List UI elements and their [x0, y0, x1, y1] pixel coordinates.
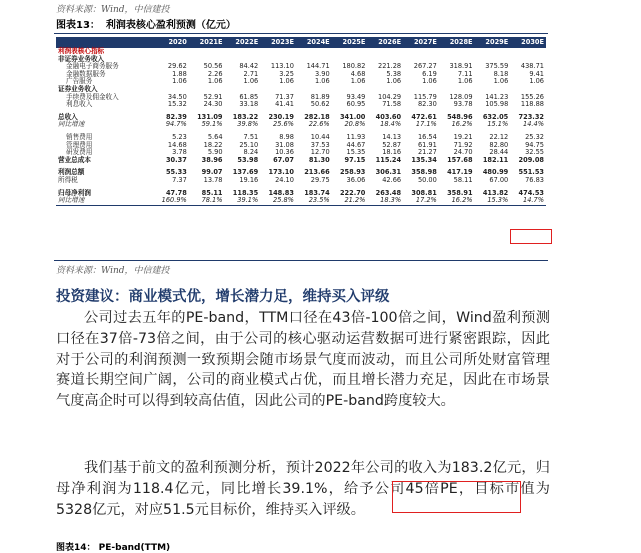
value-cell: 18.22	[203, 140, 223, 149]
header-year-cell: 2024E	[296, 37, 332, 48]
value-cell	[260, 48, 296, 56]
value-cell: 24.70	[453, 148, 473, 157]
value-cell: 267.27	[413, 62, 437, 71]
value-cell: 318.91	[449, 62, 473, 71]
value-cell: 2.26	[207, 69, 223, 78]
value-cell: 71.58	[382, 100, 402, 109]
value-cell: 52.91	[203, 92, 223, 101]
value-cell: 2.71	[243, 69, 259, 78]
row-label: 管理费用	[66, 140, 93, 149]
value-cell: 7.11	[457, 69, 473, 78]
value-cell: 20.8%	[344, 120, 366, 129]
section-heading: 投资建议：商业模式优，增长潜力足，维持买入评级	[56, 289, 390, 305]
value-cell: 19.21	[453, 132, 473, 141]
value-cell: 341.00	[339, 112, 366, 121]
value-cell: 94.7%	[165, 120, 187, 129]
value-cell: 375.59	[485, 62, 509, 71]
value-cell: 25.6%	[273, 120, 294, 129]
value-cell: 104.29	[378, 92, 402, 101]
value-cell: 17.2%	[403, 197, 439, 205]
table-bottom-rule	[54, 260, 548, 261]
row-label: 利润表核心指标	[58, 47, 105, 55]
value-cell: 9.41	[529, 69, 544, 78]
value-cell: 1.06	[422, 77, 437, 86]
value-cell: 47.78	[165, 188, 187, 197]
row-label: 营业总成本	[58, 155, 91, 164]
value-cell: 84.42	[239, 62, 259, 71]
value-cell	[367, 48, 403, 56]
header-year-cell: 2026E	[367, 37, 403, 48]
value-cell: 221.28	[378, 62, 402, 71]
value-cell: 30.37	[165, 155, 187, 164]
row-label: 利润总额	[58, 168, 85, 177]
value-cell: 61.85	[239, 92, 259, 101]
value-cell: 113.10	[270, 62, 294, 71]
value-cell: 28.44	[489, 148, 509, 157]
value-cell: 44.67	[346, 140, 366, 149]
table-body	[56, 48, 546, 205]
value-cell: 438.71	[520, 62, 544, 71]
source-note-top: 资料来源：Wind，中信建投	[56, 5, 170, 15]
value-cell: 33.18	[239, 100, 259, 109]
value-cell: 213.66	[304, 168, 330, 177]
value-cell: 1.06	[243, 77, 259, 86]
table-row	[56, 121, 546, 129]
value-cell: 417.19	[447, 168, 473, 177]
value-cell: 16.2%	[451, 120, 473, 129]
value-cell: 632.05	[482, 112, 509, 121]
value-cell: 14.4%	[523, 120, 544, 129]
value-cell: 14.13	[382, 132, 402, 141]
value-cell	[403, 48, 439, 56]
value-cell: 78.1%	[189, 197, 225, 205]
header-year-cell: 2021E	[189, 37, 225, 48]
value-cell: 22.12	[489, 132, 509, 141]
value-cell: 3.25	[279, 69, 294, 78]
value-cell: 76.83	[525, 175, 544, 184]
value-cell: 13.78	[203, 175, 223, 184]
value-cell: 10.44	[310, 132, 330, 141]
value-cell: 42.66	[382, 175, 402, 184]
income-forecast-table-container	[56, 37, 546, 206]
value-cell: 474.53	[518, 188, 544, 197]
value-cell: 5.38	[386, 69, 402, 78]
value-cell: 81.30	[308, 155, 330, 164]
value-cell: 7.51	[243, 132, 259, 141]
value-cell: 3.90	[314, 69, 330, 78]
value-cell: 551.53	[518, 168, 544, 177]
value-cell: 1.06	[172, 77, 187, 86]
value-cell: 1.06	[386, 77, 402, 86]
value-cell: 25.8%	[260, 197, 296, 205]
value-cell: 82.39	[165, 112, 187, 121]
value-cell: 10.36	[275, 148, 294, 157]
value-cell: 6.19	[422, 69, 437, 78]
value-cell: 137.69	[232, 168, 259, 177]
value-cell: 4.68	[350, 69, 366, 78]
value-cell: 209.08	[518, 155, 544, 164]
value-cell: 7.37	[172, 175, 187, 184]
value-cell: 1.06	[350, 77, 366, 86]
value-cell: 1.88	[172, 69, 187, 78]
value-cell: 18.16	[382, 148, 402, 157]
value-cell: 97.15	[344, 155, 366, 164]
value-cell: 82.30	[417, 100, 437, 109]
value-cell: 67.07	[273, 155, 294, 164]
row-label: 手续费及佣金收入	[66, 92, 119, 101]
value-cell: 222.70	[339, 188, 366, 197]
value-cell: 36.06	[346, 175, 366, 184]
value-cell: 24.10	[275, 175, 294, 184]
header-year-cell: 2022E	[225, 37, 261, 48]
paragraph-valuation: 我们基于前文的盈利预测分析，预计2022年公司的收入为183.2亿元，归母净利润为118.4亿元，同比增长39.1%，给予公司45倍PE，目标市值为5328亿元，对应51.5元目标价，维持买入评级。	[56, 460, 550, 518]
value-cell: 59.1%	[201, 120, 223, 129]
value-cell	[189, 48, 225, 56]
value-cell: 5.23	[172, 132, 187, 141]
value-cell: 358.91	[447, 188, 473, 197]
row-label: 广告服务	[66, 77, 93, 86]
header-year-cell: 2023E	[260, 37, 296, 48]
table-row	[56, 197, 546, 205]
value-cell	[475, 48, 511, 56]
value-cell: 23.5%	[296, 197, 332, 205]
value-cell	[332, 48, 368, 56]
value-cell	[510, 48, 546, 56]
value-cell	[153, 48, 189, 56]
value-cell: 8.18	[493, 69, 509, 78]
value-cell: 29.62	[167, 62, 187, 71]
value-cell: 16.2%	[439, 197, 475, 205]
value-cell: 263.48	[375, 188, 402, 197]
highlight-box-45x-pe	[392, 481, 521, 513]
value-cell: 8.98	[279, 132, 294, 141]
value-cell: 19.16	[239, 175, 259, 184]
value-cell: 11.93	[346, 132, 366, 141]
value-cell: 99.07	[201, 168, 223, 177]
row-label: 金融电子商务服务	[66, 62, 119, 71]
row-label: 证券业务收入	[58, 84, 98, 93]
value-cell: 1.06	[314, 77, 330, 86]
value-cell: 15.1%	[487, 120, 509, 129]
row-label: 所得税	[58, 175, 78, 184]
value-cell: 548.96	[447, 112, 473, 121]
value-cell: 308.81	[411, 188, 437, 197]
value-cell: 34.50	[167, 92, 187, 101]
value-cell: 723.32	[518, 112, 544, 121]
table-row	[56, 78, 546, 86]
value-cell: 118.88	[520, 100, 544, 109]
value-cell: 50.56	[203, 62, 223, 71]
value-cell: 58.11	[453, 175, 473, 184]
value-cell: 306.31	[375, 168, 402, 177]
figure-13-title	[56, 16, 242, 31]
value-cell: 39.1%	[225, 197, 261, 205]
value-cell: 53.98	[237, 155, 259, 164]
value-cell: 472.61	[411, 112, 437, 121]
value-cell: 1.06	[493, 77, 509, 86]
row-label: 同比增速	[58, 120, 85, 129]
value-cell: 148.83	[268, 188, 294, 197]
row-label: 销售费用	[66, 132, 93, 141]
value-cell: 258.93	[339, 168, 366, 177]
income-forecast-table	[56, 37, 546, 206]
value-cell: 18.3%	[367, 197, 403, 205]
table-header-row	[56, 37, 546, 48]
highlight-box-2030-profit	[510, 229, 552, 244]
value-cell: 39.8%	[237, 120, 259, 129]
figure-title-rule	[54, 33, 548, 34]
value-cell: 5.90	[207, 148, 223, 157]
value-cell: 1.06	[529, 77, 544, 86]
row-label: 同比增速	[56, 197, 153, 205]
value-cell: 15.3%	[475, 197, 511, 205]
value-cell: 180.82	[342, 62, 366, 71]
value-cell: 21.27	[417, 148, 437, 157]
row-label: 金融数据服务	[66, 69, 106, 78]
value-cell: 52.87	[382, 140, 402, 149]
header-year-cell: 2029E	[475, 37, 511, 48]
value-cell: 14.7%	[510, 197, 546, 205]
value-cell: 18.4%	[380, 120, 402, 129]
value-cell: 32.55	[525, 148, 544, 157]
value-cell: 282.18	[304, 112, 330, 121]
value-cell: 115.24	[375, 155, 402, 164]
value-cell: 60.95	[346, 100, 366, 109]
value-cell	[439, 48, 475, 56]
value-cell: 31.08	[275, 140, 294, 149]
header-year-cell: 2028E	[439, 37, 475, 48]
value-cell: 22.6%	[308, 120, 330, 129]
value-cell: 21.2%	[332, 197, 368, 205]
value-cell: 82.80	[489, 140, 509, 149]
header-year-cell: 2027E	[403, 37, 439, 48]
value-cell: 25.10	[239, 140, 259, 149]
value-cell: 16.54	[417, 132, 437, 141]
source-note-bottom: 资料来源：Wind，中信建投	[56, 266, 170, 276]
value-cell: 480.99	[482, 168, 509, 177]
row-label: 研发费用	[66, 148, 93, 157]
value-cell: 41.41	[275, 100, 294, 109]
value-cell: 15.32	[167, 100, 187, 109]
value-cell: 85.11	[201, 188, 223, 197]
figure-13-caption: 利润表核心盈利预测（亿元）	[105, 20, 236, 31]
value-cell	[296, 48, 332, 56]
value-cell: 413.82	[482, 188, 509, 197]
table-row	[56, 157, 546, 165]
value-cell: 24.30	[203, 100, 223, 109]
paragraph-pe-band: 公司过去五年的PE-band，TTM口径在43倍-100倍之间，Wind盈利预测口径在37倍-73倍之间，由于公司的核心驱动运营数据可进行紧密跟踪，因此对于公司的利润预测一致预期会随市场景气度而波动，而且公司所处财富管理赛道长期空间广阔，公司的商业模式占优，而且增长潜力充足，因此在市场景气度高企时可以得到较高估值，因此公司的PE-band跨度较大。	[56, 310, 550, 410]
value-cell: 37.53	[310, 140, 330, 149]
row-label: 非证券业务收入	[58, 54, 105, 63]
value-cell: 183.22	[232, 112, 259, 121]
value-cell: 71.37	[275, 92, 294, 101]
value-cell: 157.68	[447, 155, 473, 164]
value-cell: 135.34	[411, 155, 437, 164]
value-cell: 61.91	[417, 140, 437, 149]
value-cell: 403.60	[375, 112, 402, 121]
value-cell: 182.11	[482, 155, 509, 164]
value-cell: 115.79	[413, 92, 437, 101]
value-cell: 5.64	[207, 132, 223, 141]
header-year-cell: 2025E	[332, 37, 368, 48]
value-cell: 12.70	[310, 148, 330, 157]
value-cell: 67.00	[489, 175, 509, 184]
value-cell: 38.96	[201, 155, 223, 164]
table-row	[56, 177, 546, 185]
value-cell: 15.35	[346, 148, 366, 157]
value-cell: 93.49	[346, 92, 366, 101]
value-cell: 173.10	[268, 168, 294, 177]
row-label: 总收入	[58, 112, 78, 121]
row-label: 利息收入	[66, 100, 93, 109]
value-cell: 155.26	[520, 92, 544, 101]
value-cell: 230.19	[268, 112, 294, 121]
header-year-cell: 2020	[153, 37, 189, 48]
value-cell: 141.23	[485, 92, 509, 101]
value-cell: 14.68	[167, 140, 187, 149]
value-cell: 105.98	[485, 100, 509, 109]
value-cell: 29.75	[310, 175, 330, 184]
value-cell: 118.35	[232, 188, 259, 197]
value-cell: 93.78	[453, 100, 473, 109]
value-cell: 160.9%	[153, 197, 189, 205]
value-cell: 1.06	[207, 77, 223, 86]
table-row	[56, 101, 546, 109]
value-cell: 3.78	[172, 148, 187, 157]
row-label: 归母净利润	[58, 188, 91, 197]
value-cell: 144.71	[306, 62, 330, 71]
value-cell	[225, 48, 261, 56]
value-cell: 71.92	[453, 140, 473, 149]
value-cell: 183.74	[304, 188, 330, 197]
value-cell: 25.32	[525, 132, 544, 141]
value-cell: 50.00	[417, 175, 437, 184]
value-cell: 8.24	[243, 148, 259, 157]
figure-13-number: 图表13：	[56, 20, 100, 31]
value-cell: 55.33	[165, 168, 187, 177]
value-cell: 128.09	[449, 92, 473, 101]
value-cell: 94.75	[525, 140, 544, 149]
value-cell: 50.62	[310, 100, 330, 109]
value-cell: 81.89	[310, 92, 330, 101]
value-cell: 358.98	[411, 168, 437, 177]
header-year-cell: 2030E	[510, 37, 546, 48]
table-row	[56, 48, 546, 56]
value-cell: 131.09	[197, 112, 223, 121]
figure-14-title: 图表14： PE-band(TTM)	[56, 543, 171, 553]
value-cell: 1.06	[279, 77, 294, 86]
value-cell: 17.1%	[415, 120, 437, 129]
value-cell: 1.06	[457, 77, 473, 86]
